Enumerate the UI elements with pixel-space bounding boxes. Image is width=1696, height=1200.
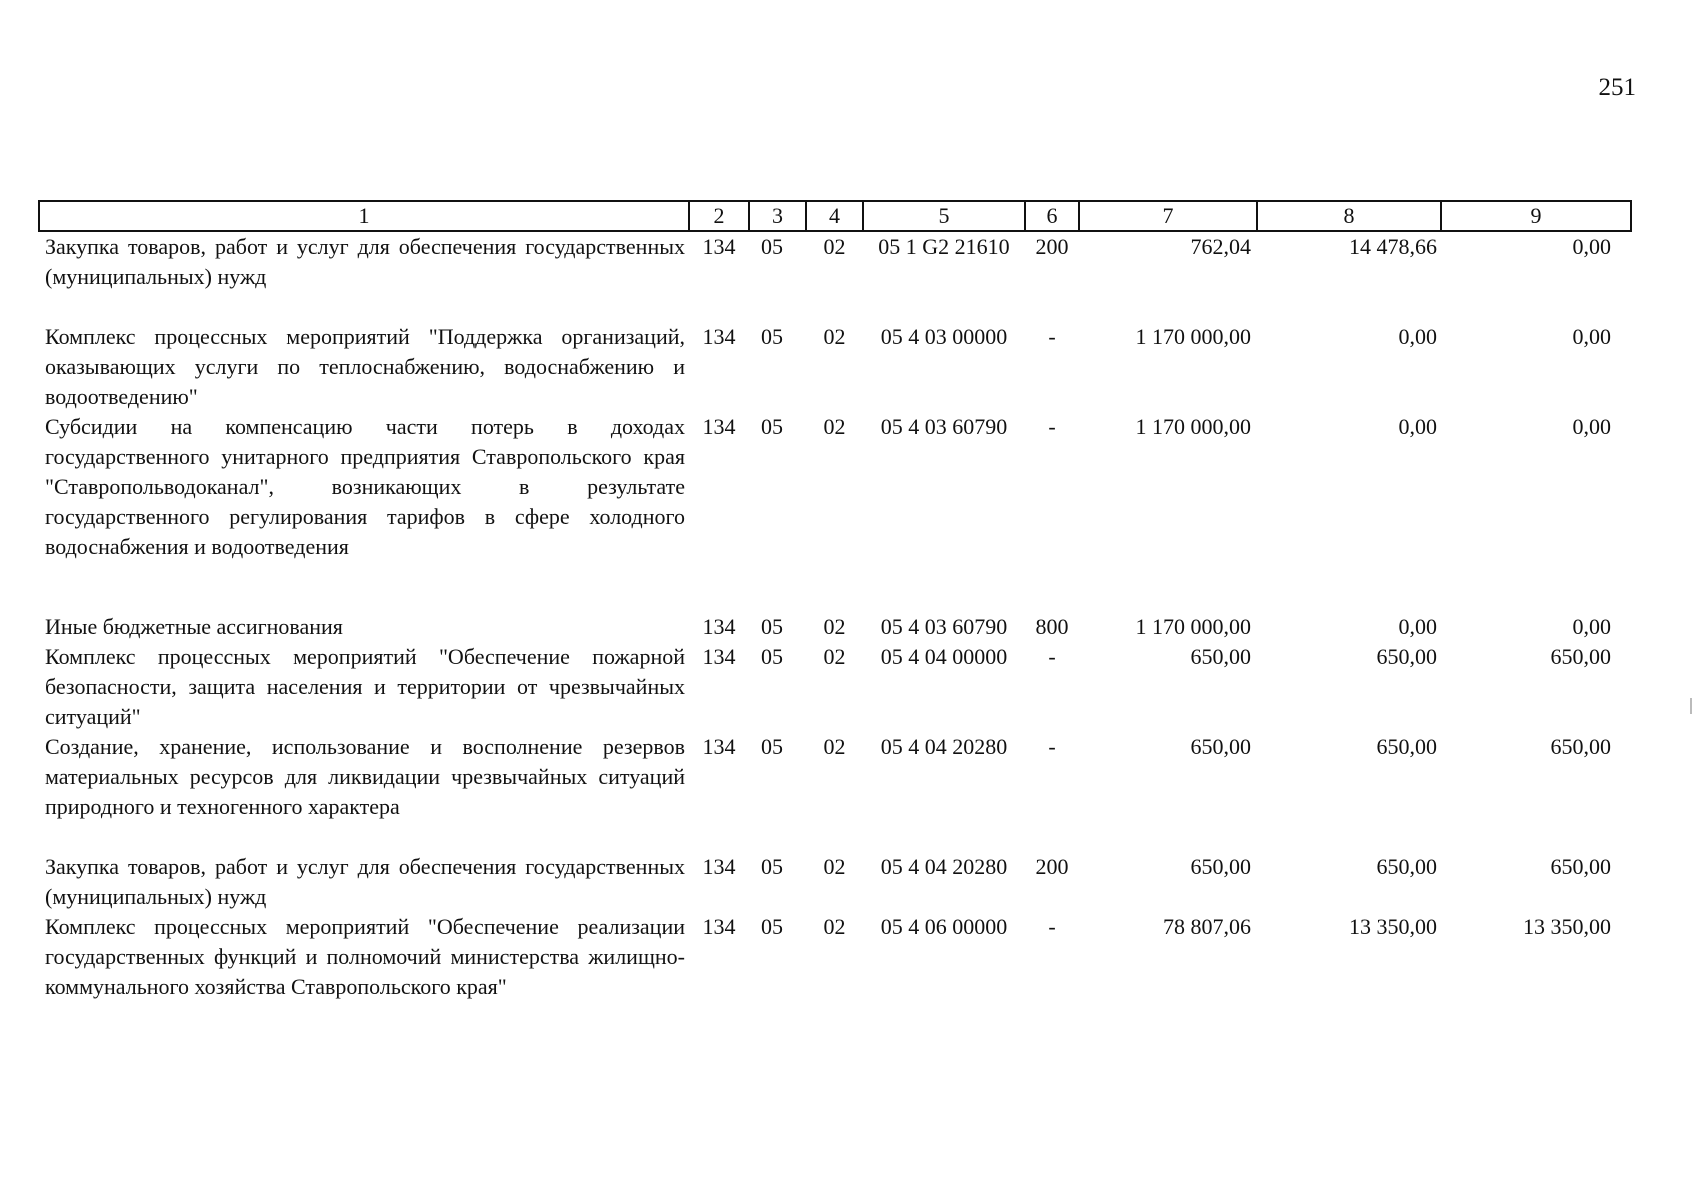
cell-target-code: 05 4 03 60790 bbox=[880, 614, 1008, 639]
cell-amount-8: 0,00 bbox=[1398, 614, 1437, 639]
cell-amount-7: 650,00 bbox=[1190, 644, 1251, 669]
row-name: Комплекс процессных мероприятий "Обеспечение пожарной безопасности, защита населения и территории от чрезвычайных ситуаций" bbox=[45, 644, 685, 729]
cell-ministry: 134 bbox=[702, 914, 736, 939]
cell-amount-7: 78 807,06 bbox=[1163, 914, 1251, 939]
cell-expense-type: - bbox=[1048, 324, 1056, 349]
cell-target-code: 05 4 04 00000 bbox=[880, 644, 1008, 669]
cell-subsection: 02 bbox=[823, 734, 846, 759]
table-header-row bbox=[39, 201, 1631, 231]
cell-subsection: 02 bbox=[823, 324, 846, 349]
cell-amount-7: 762,04 bbox=[1190, 234, 1251, 259]
cell-target-code: 05 4 03 00000 bbox=[880, 324, 1008, 349]
cell-ministry: 134 bbox=[702, 324, 736, 349]
column-header: 9 bbox=[1441, 201, 1631, 231]
cell-expense-type: 200 bbox=[1035, 234, 1069, 259]
cell-subsection: 02 bbox=[823, 644, 846, 669]
table-row bbox=[39, 412, 1631, 612]
cell-expense-type: - bbox=[1048, 414, 1056, 439]
cell-amount-8: 14 478,66 bbox=[1349, 234, 1437, 259]
table-row bbox=[39, 612, 1631, 642]
cell-section: 05 bbox=[761, 854, 783, 879]
cell-section: 05 bbox=[761, 234, 783, 259]
column-header: 3 bbox=[749, 201, 806, 231]
page-number: 251 bbox=[1598, 74, 1636, 101]
table-row bbox=[39, 732, 1631, 852]
cell-amount-7: 1 170 000,00 bbox=[1135, 414, 1251, 439]
cell-target-code: 05 4 04 20280 bbox=[880, 734, 1008, 759]
table-row bbox=[39, 231, 1631, 322]
budget-table bbox=[38, 200, 1632, 1002]
table-row bbox=[39, 642, 1631, 732]
cell-expense-type: 200 bbox=[1035, 854, 1069, 879]
cell-ministry: 134 bbox=[702, 644, 736, 669]
table-row bbox=[39, 322, 1631, 412]
column-header: 6 bbox=[1025, 201, 1079, 231]
column-header: 4 bbox=[806, 201, 863, 231]
cell-amount-8: 650,00 bbox=[1376, 734, 1437, 759]
row-name: Комплекс процессных мероприятий "Поддержка организаций, оказывающих услуги по теплоснабжению, водоснабжению и водоотведению" bbox=[45, 324, 685, 409]
cell-section: 05 bbox=[761, 734, 783, 759]
table-row bbox=[39, 912, 1631, 1002]
cell-target-code: 05 4 06 00000 bbox=[880, 914, 1008, 939]
row-name: Закупка товаров, работ и услуг для обеспечения государственных (муниципальных) нужд bbox=[45, 234, 685, 289]
cell-amount-9: 0,00 bbox=[1572, 234, 1611, 259]
cell-amount-9: 0,00 bbox=[1572, 614, 1611, 639]
cell-subsection: 02 bbox=[823, 614, 846, 639]
cell-subsection: 02 bbox=[823, 914, 846, 939]
cell-amount-7: 650,00 bbox=[1190, 734, 1251, 759]
cell-subsection: 02 bbox=[823, 234, 846, 259]
column-header: 5 bbox=[863, 201, 1025, 231]
cell-ministry: 134 bbox=[702, 234, 736, 259]
column-header: 8 bbox=[1257, 201, 1441, 231]
cell-target-code: 05 1 G2 21610 bbox=[878, 234, 1010, 259]
cell-amount-8: 650,00 bbox=[1376, 854, 1437, 879]
cell-target-code: 05 4 04 20280 bbox=[880, 854, 1008, 879]
cell-amount-8: 650,00 bbox=[1376, 644, 1437, 669]
row-name: Закупка товаров, работ и услуг для обеспечения государственных (муниципальных) нужд bbox=[45, 854, 685, 909]
cell-expense-type: - bbox=[1048, 734, 1056, 759]
cell-amount-8: 0,00 bbox=[1398, 414, 1437, 439]
cell-ministry: 134 bbox=[702, 854, 736, 879]
cell-section: 05 bbox=[761, 324, 783, 349]
cell-ministry: 134 bbox=[702, 414, 736, 439]
cell-section: 05 bbox=[761, 614, 783, 639]
cell-amount-9: 650,00 bbox=[1550, 644, 1611, 669]
cell-amount-9: 650,00 bbox=[1550, 734, 1611, 759]
cell-amount-8: 0,00 bbox=[1398, 324, 1437, 349]
column-header: 2 bbox=[689, 201, 749, 231]
cell-amount-9: 0,00 bbox=[1572, 324, 1611, 349]
row-name: Комплекс процессных мероприятий "Обеспечение реализации государственных функций и полномочий министерства жилищно-коммунального хозяйства Ставропольского края" bbox=[45, 914, 685, 999]
row-name: Создание, хранение, использование и восполнение резервов материальных ресурсов для ликвидации чрезвычайных ситуаций природного и техногенного характера bbox=[45, 734, 685, 819]
cell-amount-9: 650,00 bbox=[1550, 854, 1611, 879]
row-name: Субсидии на компенсацию части потерь в доходах государственного унитарного предприятия Ставропольского края "Ставропольводоканал", возникающих в результате государственного регулирования тарифов в сфере холодного водоснабжения и водоотведения bbox=[45, 414, 685, 559]
cell-subsection: 02 bbox=[823, 414, 846, 439]
cell-amount-7: 1 170 000,00 bbox=[1135, 614, 1251, 639]
cell-expense-type: 800 bbox=[1035, 614, 1069, 639]
table-row bbox=[39, 852, 1631, 912]
cell-expense-type: - bbox=[1048, 914, 1056, 939]
cell-ministry: 134 bbox=[702, 734, 736, 759]
cell-amount-7: 1 170 000,00 bbox=[1135, 324, 1251, 349]
cell-amount-8: 13 350,00 bbox=[1349, 914, 1437, 939]
cell-subsection: 02 bbox=[823, 854, 846, 879]
row-name: Иные бюджетные ассигнования bbox=[45, 614, 343, 639]
cell-amount-9: 0,00 bbox=[1572, 414, 1611, 439]
cell-ministry: 134 bbox=[702, 614, 736, 639]
scan-edge-mark bbox=[1690, 698, 1692, 714]
column-header: 7 bbox=[1079, 201, 1257, 231]
cell-section: 05 bbox=[761, 644, 783, 669]
cell-section: 05 bbox=[761, 414, 783, 439]
cell-target-code: 05 4 03 60790 bbox=[880, 414, 1008, 439]
cell-amount-7: 650,00 bbox=[1190, 854, 1251, 879]
cell-section: 05 bbox=[761, 914, 783, 939]
cell-expense-type: - bbox=[1048, 644, 1056, 669]
column-header: 1 bbox=[39, 201, 689, 231]
cell-amount-9: 13 350,00 bbox=[1523, 914, 1611, 939]
